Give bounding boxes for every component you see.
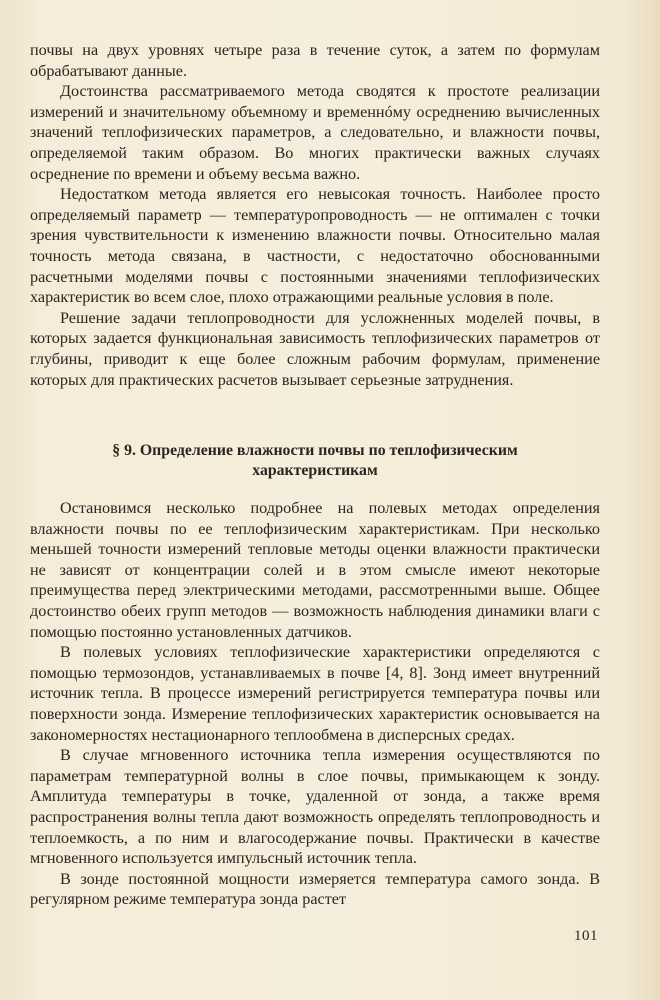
text-block-bottom — [30, 498, 600, 910]
paragraph-3: Недостатком метода является его невысокая точность. Наиболее просто определяемый параметр — температуропроводность — не оптимален с точки зрения чувствительности к изменению влажности почвы. Относительно малая точность метода связана, в частности, с недостаточно обоснованными расчетными моделями почвы с постоянными значениями теплофизических характеристик во всем слое, плохо отражающими реальные условия в поле. — [30, 185, 600, 307]
text-block-top — [30, 40, 600, 390]
paragraph-1: почвы на двух уровнях четыре раза в течение суток, а затем по формулам обрабатывают данные. — [30, 41, 600, 80]
section-heading-line-2: характеристикам — [252, 462, 378, 479]
paragraph-5: Остановимся несколько подробнее на полевых методах определения влажности почвы по ее теплофизическим характеристикам. При несколько меньшей точности измерений тепловые методы оценки влажности практически не зависят от концентрации солей и в этом смысле имеют некоторые преимущества перед электрическими методами, рассмотренными выше. Общее достоинство обеих групп методов — возможность наблюдения динамики влаги с помощью постоянно установленных датчиков. — [30, 499, 600, 641]
paragraph-6: В полевых условиях теплофизические характеристики определяются с помощью термозондов, устанавливаемых в почве [4, 8]. Зонд имеет внутренний источник тепла. В процессе измерений регистрируется температура почвы или поверхности зонда. Измерение теплофизических характеристик основывается на закономерностях нестационарного теплообмена в дисперсных средах. — [30, 643, 600, 744]
paragraph-4: Решение задачи теплопроводности для усложненных моделей почвы, в которых задается функциональная зависимость теплофизических параметров от глубины, приводит к еще более сложным рабочим формулам, применение которых для практических расчетов вызывает серьезные затруднения. — [30, 308, 600, 389]
page-number: 101 — [574, 928, 598, 944]
paragraph-8: В зонде постоянной мощности измеряется температура самого зонда. В регулярном режиме температура зонда растет — [30, 869, 600, 909]
paragraph-2: Достоинства рассматриваемого метода сводятся к простоте реализации измерений и значительному объемному и временнóму осреднению вычисленных значений теплофизических параметров, а следовательно, и влажности почвы, определяемой таким образом. Во многих практически важных случаях осреднение по времени и объему весьма важно. — [30, 82, 600, 183]
section-heading — [30, 441, 600, 481]
section-heading-line-1: § 9. Определение влажности почвы по теплофизическим — [112, 442, 518, 459]
paragraph-7: В случае мгновенного источника тепла измерения осуществляются по параметрам температурной волны в слое почвы, примыкающем к зонду. Амплитуда температуры в точке, удаленной от зонда, а также время распространения волны тепла дают возможность определять теплопроводность и теплоемкость, а по ним и влагосодержание почвы. Практически в качестве мгновенного используется импульсный источник тепла. — [30, 746, 600, 868]
